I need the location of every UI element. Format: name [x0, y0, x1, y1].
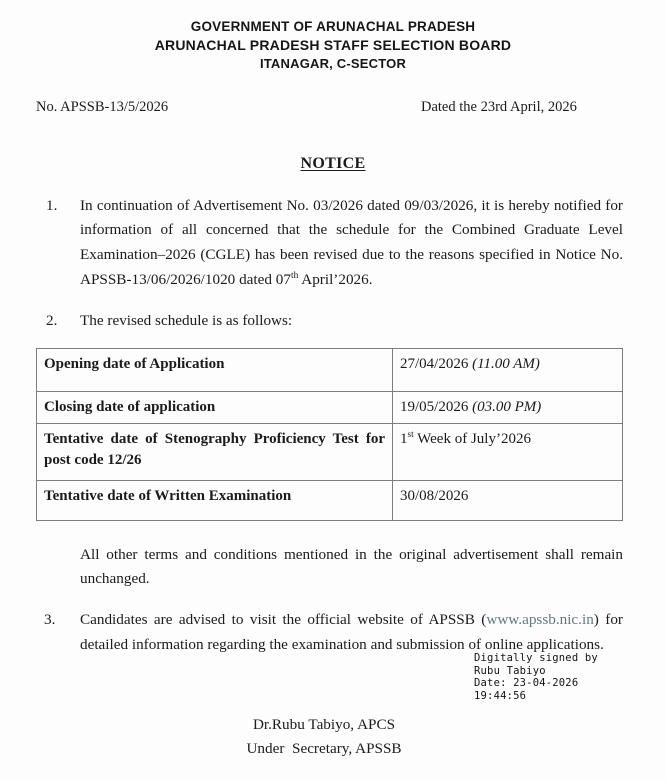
signatory-name: Dr.Rubu Tabiyo, APCS [252, 716, 396, 733]
table-row [37, 348, 623, 391]
clause-2-text: The revised schedule is as follows: [80, 312, 293, 330]
clause-1-text-part-2: April’2026. [298, 270, 373, 288]
table-row [37, 480, 623, 520]
table-cell-value [393, 480, 623, 520]
signatory-designation: Under Secretary, APSSB [246, 740, 402, 758]
clause-1-superscript: th [290, 270, 299, 281]
signatory-block [0, 713, 666, 762]
table-cell-label: Tentative date of Written Examination [37, 480, 393, 520]
clause-3-text-part-2: ) for detailed information regarding the examination and submission of online applications. [80, 610, 623, 653]
clause-2-number: 2. [46, 312, 58, 330]
letterhead [0, 0, 666, 72]
table-cell-value [393, 391, 623, 423]
table-row [37, 423, 623, 480]
digital-signature-line-1: Digitally signed by [474, 652, 598, 664]
website-link[interactable]: www.apssb.nic.in [486, 610, 594, 628]
clause-1 [36, 194, 623, 293]
closing-paragraph: All other terms and conditions mentioned in the original advertisement shall remain unchanged. [80, 545, 623, 588]
table-row [37, 391, 623, 423]
schedule-table [36, 348, 623, 521]
written-exam-date-value: 30/08/2026 [400, 487, 469, 504]
letterhead-line-address: ITANAGAR, C-SECTOR [259, 55, 407, 71]
closing-date-value: 19/05/2026 [400, 398, 469, 415]
digital-signature-block [474, 652, 598, 702]
closing-time-value: (03.00 PM) [472, 398, 542, 415]
table-cell-value [393, 423, 623, 480]
letterhead-line-board: ARUNACHAL PRADESH STAFF SELECTION BOARD [154, 36, 512, 53]
steno-test-period: Week of July’2026 [413, 430, 531, 447]
clause-3 [36, 608, 623, 657]
letterhead-line-government: GOVERNMENT OF ARUNACHAL PRADESH [190, 19, 476, 34]
digital-signature-line-4: 19:44:56 [474, 689, 527, 702]
opening-date-value: 27/04/2026 [400, 355, 469, 372]
clause-2 [36, 309, 623, 334]
schedule-table-wrapper [36, 348, 623, 521]
reference-number: No. APSSB-13/5/2026 [36, 98, 169, 115]
clause-3-text-part-1: Candidates are advised to visit the official website of APSSB ( [80, 610, 487, 628]
reference-date: Dated the 23rd April, 2026 [421, 98, 577, 115]
steno-test-number: 1 [400, 430, 408, 447]
reference-line [0, 99, 666, 119]
clause-1-number: 1. [46, 196, 58, 214]
table-cell-value [393, 348, 623, 391]
opening-time-value: (11.00 AM) [472, 355, 540, 372]
table-cell-label: Tentative date of Stenography Proficiency Test for post code 12/26 [37, 423, 393, 480]
table-cell-label: Closing date of application [37, 391, 393, 423]
digital-signature-line-3: Date: 23-04-2026 [474, 677, 579, 690]
clause-1-text-part-1: In continuation of Advertisement No. 03/2026 dated 09/03/2026, it is hereby notified for information of all concerned that the schedule for the Combined Graduate Level Examination–2026 (CGLE) has been revised due to the reasons specified in Notice No. APSSB-13/06/2026/1020 dated 07 [80, 196, 623, 288]
steno-test-ordinal-suffix: st [407, 429, 414, 440]
page-title: NOTICE [300, 154, 366, 172]
table-cell-label: Opening date of Application [37, 348, 393, 391]
digital-signature-line-2: Rubu Tabiyo [474, 664, 546, 677]
clause-3-number: 3. [44, 610, 56, 628]
